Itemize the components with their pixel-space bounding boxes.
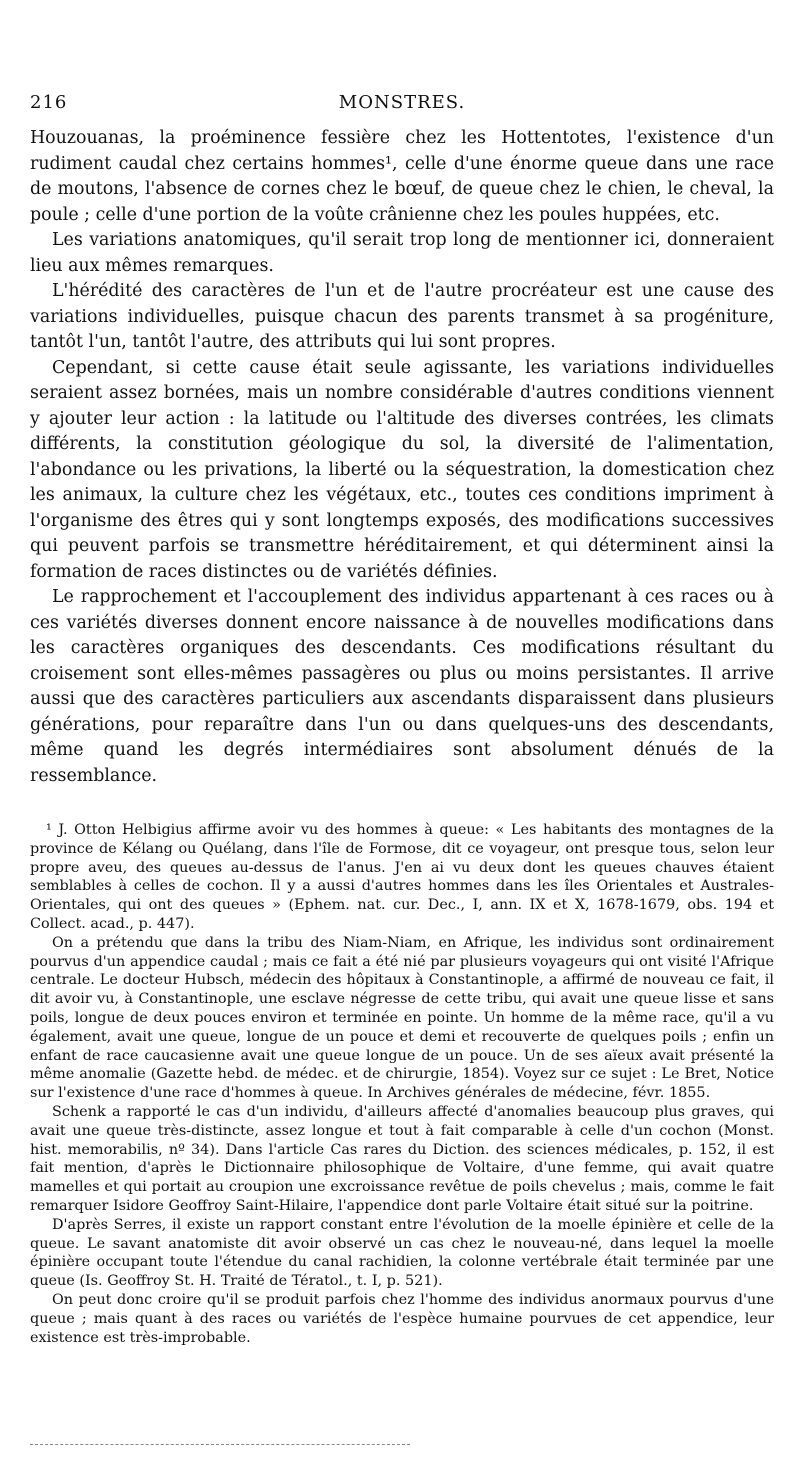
footnotes — [30, 821, 774, 1347]
page-number: 216 — [30, 92, 68, 113]
paragraph: Les variations anatomiques, qu'il serait trop long de mentionner ici, donneraient lieu aux mêmes remarques. — [30, 230, 774, 276]
footnote: On peut donc croire qu'il se produit parfois chez l'homme des individus anormaux pourvus d'une queue ; mais quant à des races ou variétés de l'espèce humaine pourvues de cet appendice, leur existence est très-improbable. — [30, 1291, 774, 1346]
page — [30, 92, 774, 1347]
paragraph: L'hérédité des caractères de l'un et de l'autre procréateur est une cause des variations individuelles, puisque chacun des parents transmet à sa progéniture, tantôt l'un, tantôt l'autre, des attributs qui lui sont propres. — [30, 281, 774, 352]
main-text — [30, 126, 774, 789]
footnote: D'après Serres, il existe un rapport constant entre l'évolution de la moelle épinière et celle de la queue. Le savant anatomiste dit avoir observé un cas chez le nouveau-né, dans lequel la moelle épinière occupant toute l'étendue du canal rachidien, la colonne vertébrale était terminée par une queue (Is. Geoffroy St. H. Traité de Tératol., t. I, p. 521). — [30, 1216, 774, 1290]
bottom-rule — [30, 1444, 410, 1445]
page-header — [30, 92, 774, 122]
paragraph: Le rapprochement et l'accouplement des individus appartenant à ces races ou à ces variétés diverses donnent encore naissance à de nouvelles modifications dans les caractères organiques des descendants. Ces modifications résultant du croisement sont elles-mêmes passagères ou plus ou moins persistantes. Il arrive aussi que des caractères particuliers aux ascendants disparaissent dans plusieurs générations, pour reparaître dans l'un ou dans quelques-uns des descendants, même quand les degrés intermédiaires sont absolument dénués de la ressemblance. — [30, 587, 774, 786]
footnote: Schenk a rapporté le cas d'un individu, d'ailleurs affecté d'anomalies beaucoup plus graves, qui avait une queue très-distincte, assez longue et tout à fait comparable à celle d'un cochon (Monst. hist. memorabilis, nº 34). Dans l'article Cas rares du Diction. des sciences médicales, p. 152, il est fait mention, d'après le Dictionnaire philosophique de Voltaire, d'une femme, qui avait quatre mamelles et qui portait au croupion une excroissance revêtue de poils chevelus ; mais, comme le fait remarquer Isidore Geoffroy Saint-Hilaire, l'appendice dont parle Voltaire était situé sur la poitrine. — [30, 1103, 774, 1214]
footnote: On a prétendu que dans la tribu des Niam-Niam, en Afrique, les individus sont ordinairement pourvus d'un appendice caudal ; mais ce fait a été nié par plusieurs voyageurs qui ont visité l'Afrique centrale. Le docteur Hubsch, médecin des hôpitaux à Constantinople, a affirmé de nouveau ce fait, il dit avoir vu, à Constantinople, une esclave négresse de cette tribu, qui avait une queue lisse et sans poils, longue de deux pouces environ et terminée en pointe. Un homme de la même race, qu'il a vu également, avait une queue, longue de un pouce et demi et recouverte de quelques poils ; enfin un enfant de race caucasienne avait une queue longue de un pouce. Un de ses aïeux avait présenté la même anomalie (Gazette hebd. de médec. et de chirurgie, 1854). Voyez sur ce sujet : Le Bret, Notice sur l'existence d'une race d'hommes à queue. In Archives générales de médecine, févr. 1855. — [30, 934, 774, 1102]
paragraph: Houzouanas, la proéminence fessière chez les Hottentotes, l'existence d'un rudiment caudal chez certains hommes¹, celle d'une énorme queue dans une race de moutons, l'absence de cornes chez le bœuf, de queue chez le chien, le cheval, la poule ; celle d'une portion de la voûte crânienne chez les poules huppées, etc. — [30, 128, 774, 225]
footnote: ¹ J. Otton Helbigius affirme avoir vu des hommes à queue: « Les habitants des montagnes de la province de Kélang ou Quélang, dans l'île de Formose, dit ce voyageur, ont presque tous, selon leur propre aveu, des queues au-dessus de l'anus. J'en ai vu deux dont les queues chauves étaient semblables à celles de cochon. Il y a aussi d'autres hommes dans les îles Orientales et Australes-Orientales, qui ont des queues » (Ephem. nat. cur. Dec., I, ann. IX et X, 1678-1679, obs. 194 et Collect. acad., p. 447). — [30, 822, 774, 932]
paragraph: Cependant, si cette cause était seule agissante, les variations individuelles seraient assez bornées, mais un nombre considérable d'autres conditions viennent y ajouter leur action : la latitude ou l'altitude des diverses contrées, les climats différents, la constitution géologique du sol, la diversité de l'alimentation, l'abondance ou les privations, la liberté ou la séquestration, la domestication chez les animaux, la culture chez les végétaux, etc., toutes ces conditions impriment à l'organisme des êtres qui y sont longtemps exposés, des modifications successives qui peuvent parfois se transmettre héréditairement, et qui déterminent ainsi la formation de races distinctes ou de variétés définies. — [30, 357, 774, 582]
running-title: MONSTRES. — [338, 92, 466, 113]
